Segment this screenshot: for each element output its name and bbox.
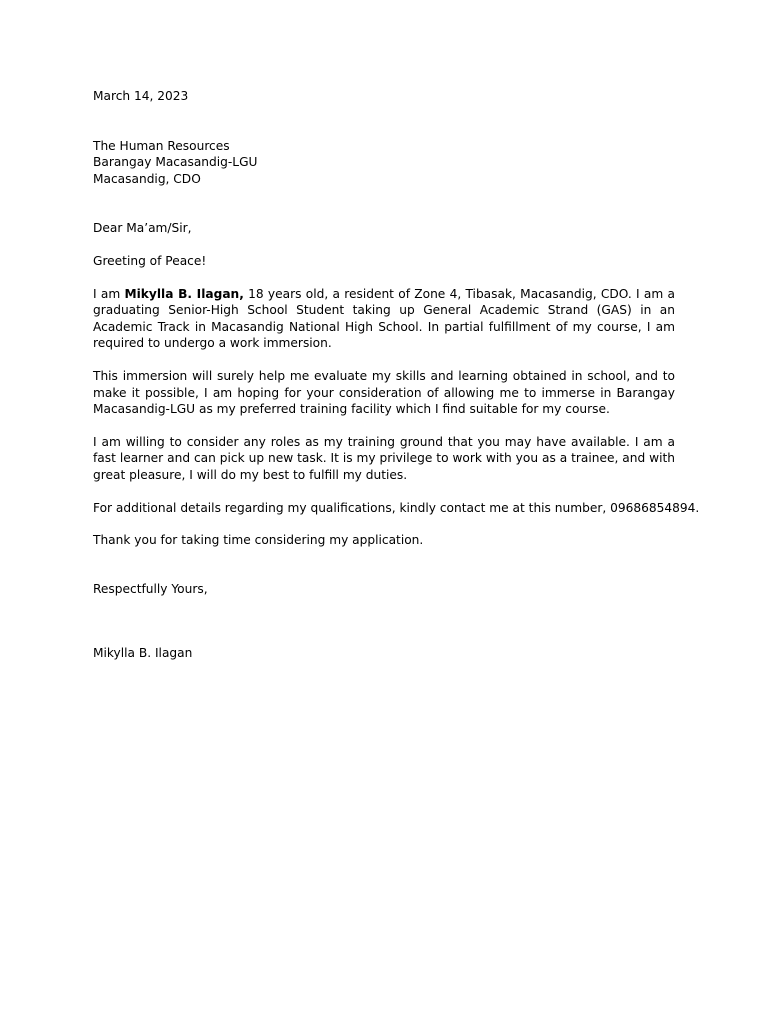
applicant-name: Mikylla B. Ilagan,	[124, 286, 244, 301]
letter-date: March 14, 2023	[93, 89, 189, 103]
recipient-line-1: The Human Resources	[93, 138, 230, 153]
intro-lead: I am	[93, 286, 125, 301]
recipient-address	[93, 138, 675, 188]
paragraph-contact: For additional details regarding my qualifications, kindly contact me at this number, 09686854894.	[93, 500, 700, 515]
paragraph-thanks: Thank you for taking time considering my application.	[93, 533, 424, 548]
paragraph-willingness: I am willing to consider any roles as my training ground that you may have available. I am a fast learner and can pick up new task. It is my privilege to work with you as a trainee, and with great pleasure, I will do my best to fulfill my duties.	[93, 434, 675, 482]
intro-rest: 18 years old, a resident of Zone 4, Tibasak, Macasandig, CDO. I am a graduating Senior-High School Student taking up General Academic Strand (GAS) in an Academic Track in Macasandig National High School. In partial fulfillment of my course, I am required to undergo a work immersion.	[93, 286, 676, 351]
recipient-line-3: Macasandig, CDO	[93, 171, 201, 186]
letter-body	[93, 88, 700, 662]
signature-name: Mikylla B. Ilagan	[93, 646, 193, 661]
paragraph-introduction	[93, 286, 675, 352]
recipient-line-2: Barangay Macasandig-LGU	[93, 155, 258, 170]
closing: Respectfully Yours,	[93, 581, 208, 596]
greeting: Greeting of Peace!	[93, 253, 207, 268]
paragraph-request: This immersion will surely help me evaluate my skills and learning obtained in school, and to make it possible, I am hoping for your consideration of allowing me to immerse in Barangay Macasandig-LGU as my preferred training facility which I find suitable for my course.	[93, 368, 675, 417]
salutation: Dear Ma’am/Sir,	[93, 221, 192, 236]
